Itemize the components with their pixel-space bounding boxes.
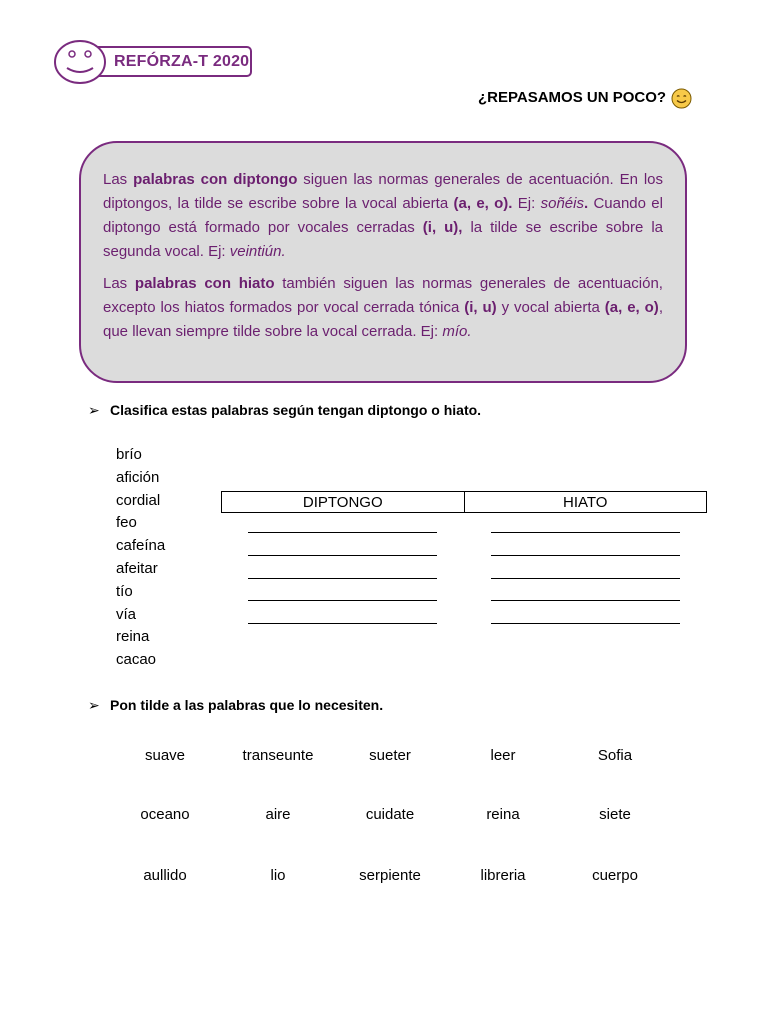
exercise-1-instruction: ➢ Clasifica estas palabras según tengan diptongo o hiato. (88, 402, 482, 418)
answer-line-diptongo-1[interactable] (248, 532, 437, 533)
list-item: afición (116, 468, 160, 486)
info-text-segment: soñéis (540, 195, 584, 212)
answer-line-diptongo-4[interactable] (248, 600, 437, 601)
list-item: feo (116, 514, 137, 532)
list-item: afeitar (116, 559, 158, 577)
answer-line-diptongo-3[interactable] (248, 578, 437, 579)
accent-word: aire (265, 806, 291, 823)
smiling-emoji-icon (671, 88, 692, 109)
classification-table (221, 491, 707, 513)
answer-line-hiato-2[interactable] (491, 555, 680, 556)
info-text-segment: Cuando el diptongo está formado por vocales cerradas (103, 195, 663, 236)
header-diptongo: DIPTONGO (222, 492, 465, 513)
info-text-segment: la tilde se escribe sobre la segunda vocal. Ej: (103, 219, 663, 260)
accent-word: cuidate (365, 806, 415, 823)
accent-word: lio (270, 867, 286, 884)
list-item: cordial (116, 491, 161, 509)
info-text-segment: (a, e, o). (453, 195, 513, 212)
accent-word: serpiente (359, 867, 421, 884)
list-item: cacao (116, 651, 157, 669)
info-paragraph-hiato (103, 272, 663, 344)
accent-word: leer (490, 747, 516, 764)
list-item: brío (116, 446, 142, 463)
info-text-segment: , que llevan siempre tilde sobre la vocal cerrada. Ej: (103, 299, 663, 340)
accent-word: suave (144, 747, 186, 764)
info-text-segment: (a, e, o) (604, 299, 659, 316)
info-text-segment: y vocal abierta (496, 299, 605, 316)
answer-line-hiato-5[interactable] (491, 623, 680, 624)
answer-line-hiato-1[interactable] (491, 532, 680, 533)
info-text-segment: (i, u) (464, 299, 497, 316)
accent-word: libreria (480, 867, 526, 884)
info-text-segment: veintiún. (229, 243, 286, 260)
accent-word: aullido (143, 867, 187, 884)
answer-line-diptongo-5[interactable] (248, 623, 437, 624)
accent-word: siete (599, 806, 631, 823)
info-text-segment: Ej: (512, 195, 541, 212)
answer-line-hiato-4[interactable] (491, 600, 680, 601)
info-text-segment: palabras con diptongo (133, 171, 298, 188)
answer-line-diptongo-2[interactable] (248, 555, 437, 556)
exercise-2-instruction: ➢ Pon tilde a las palabras que lo necesiten. (88, 697, 384, 713)
accent-word: oceano (140, 806, 190, 823)
list-item: vía (116, 605, 137, 623)
info-text-segment: siguen las normas generales de acentuación. En los diptongos, la tilde se escribe sobre la vocal abierta (103, 171, 663, 212)
page-subtitle: ¿REPASAMOS UN POCO? (478, 89, 667, 106)
accent-word: cuerpo (592, 867, 638, 884)
word-list (116, 444, 165, 672)
list-item: cafeína (116, 537, 166, 555)
accent-word: reina (486, 806, 520, 823)
accent-word: transeunte (242, 747, 314, 764)
info-text-segment: . (583, 195, 589, 212)
info-text-segment: mío. (442, 323, 472, 340)
accent-word: sueter (369, 747, 411, 764)
list-item: reina (116, 628, 150, 646)
header-hiato: HIATO (464, 492, 707, 513)
info-text-segment: también siguen las normas generales de acentuación, excepto los hiatos formados por vocal cerrada tónica (103, 275, 663, 316)
brand-title: REFÓRZA-T 2020 (114, 53, 250, 70)
list-item: tío (116, 582, 133, 600)
arrow-bullet-icon: ➢ (88, 402, 100, 418)
arrow-bullet-icon: ➢ (88, 697, 100, 713)
info-text-segment: Las (103, 171, 134, 188)
info-text-segment: (i, u), (422, 219, 463, 236)
info-text-segment: palabras con hiato (134, 275, 275, 292)
smiley-face-icon (53, 39, 109, 87)
info-text-segment: Las (103, 275, 135, 292)
accent-word: Sofia (597, 747, 633, 764)
answer-line-hiato-3[interactable] (491, 578, 680, 579)
info-paragraph-diptongo (103, 168, 663, 264)
